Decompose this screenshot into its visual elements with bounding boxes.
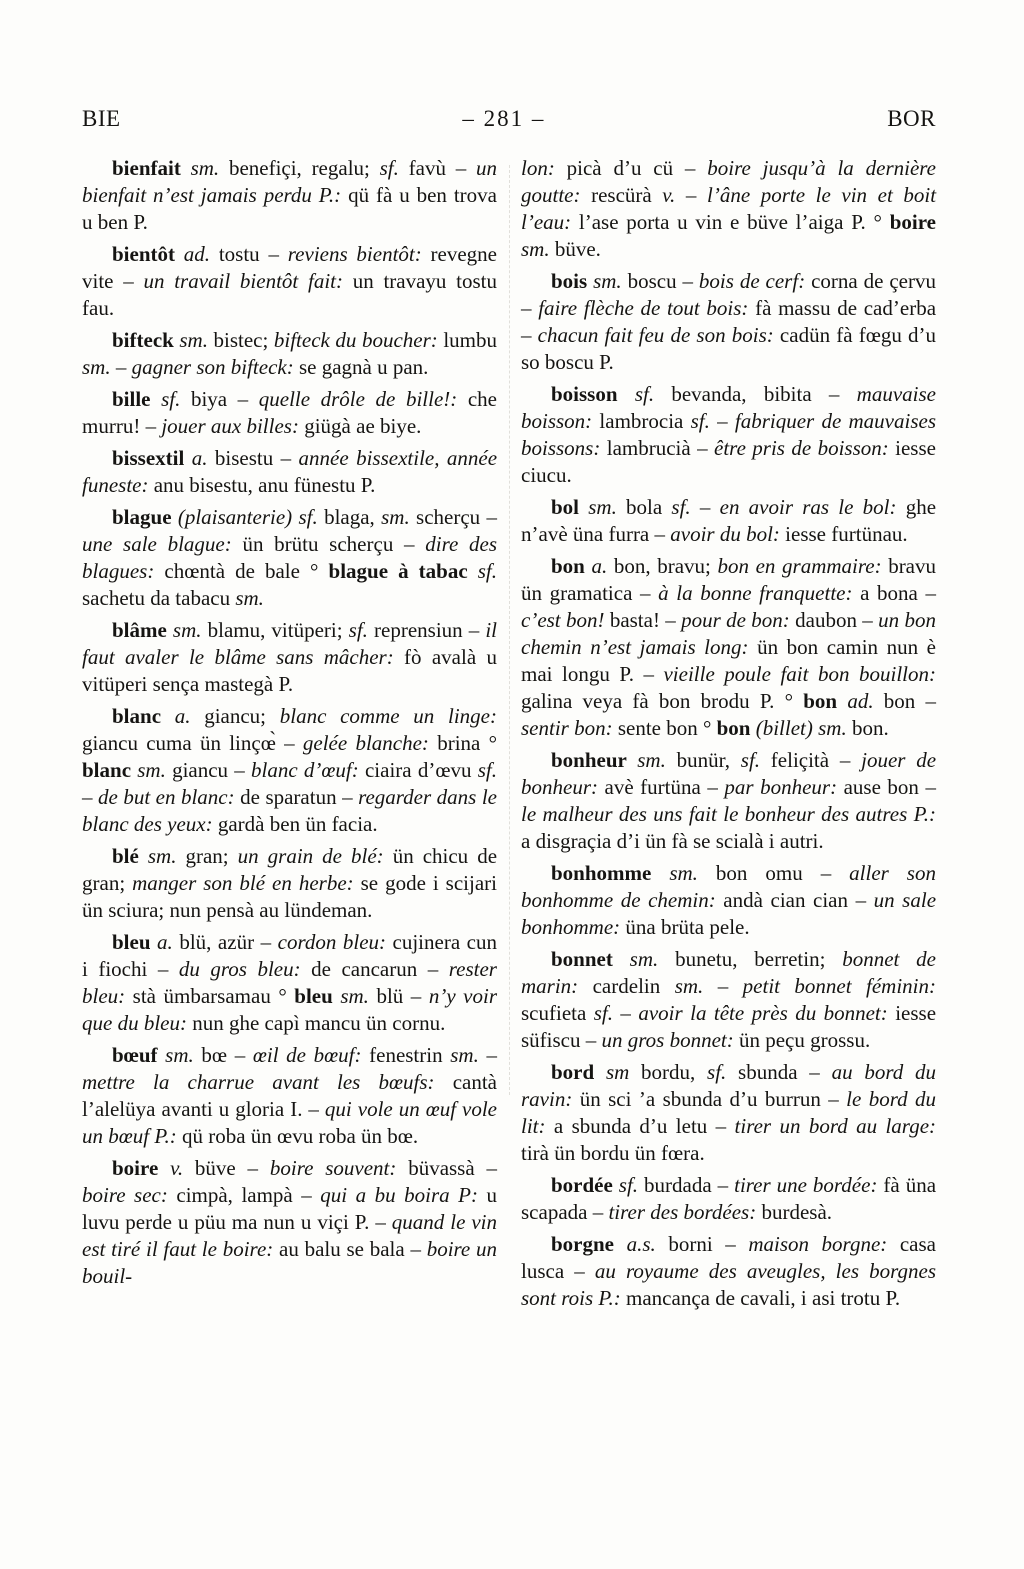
italic-phrase: sm. bbox=[674, 974, 718, 998]
headword: bol bbox=[551, 495, 589, 519]
translation-text: ün chicu de gran; bbox=[82, 844, 498, 895]
translation-text: anu bisestu, anu fünestu P. bbox=[153, 473, 376, 497]
translation-text: ciaira d’œvu bbox=[364, 758, 478, 782]
translation-text: a disgraçia d’i ün fà se scialà i autri. bbox=[521, 829, 824, 853]
italic-phrase: gelée blanche: bbox=[302, 731, 438, 755]
italic-phrase: bifteck du boucher: bbox=[273, 328, 444, 352]
italic-phrase: aller son bonhomme de chemin: bbox=[521, 861, 936, 912]
headword: blâme bbox=[112, 618, 173, 642]
headword: blanc bbox=[112, 704, 175, 728]
italic-phrase: sm. bbox=[340, 984, 377, 1008]
translation-text: revegne vite – bbox=[82, 242, 498, 293]
translation-text: chœntà de bale ° bbox=[164, 559, 329, 583]
translation-text: boscu – bbox=[627, 269, 699, 293]
italic-phrase: v. bbox=[170, 1156, 195, 1180]
dictionary-entry bbox=[521, 155, 936, 263]
italic-phrase: petit bonnet féminin: bbox=[742, 974, 937, 998]
italic-phrase: sf. bbox=[690, 409, 718, 433]
translation-text: borni – bbox=[668, 1232, 749, 1256]
headword: blague bbox=[112, 505, 178, 529]
headword: bienfait bbox=[112, 156, 191, 180]
translation-text: fà üna scapada – bbox=[521, 1173, 937, 1224]
italic-phrase: sm. bbox=[637, 748, 677, 772]
headword: blague à tabac bbox=[328, 559, 478, 583]
italic-phrase: v. bbox=[662, 183, 686, 207]
translation-text: cardelin bbox=[592, 974, 675, 998]
translation-text: andà cian cian – bbox=[723, 888, 874, 912]
translation-text: – bbox=[685, 183, 707, 207]
translation-text: au balu se bala – bbox=[279, 1237, 427, 1261]
italic-phrase: tirer une bordée: bbox=[734, 1173, 884, 1197]
italic-phrase: un travail bientôt fait: bbox=[143, 269, 353, 293]
translation-text: bon, bravu; bbox=[613, 554, 718, 578]
italic-phrase: qui vole un œuf vole un bœuf P.: bbox=[82, 1097, 497, 1148]
translation-text: avè furtüna – bbox=[604, 775, 725, 799]
translation-text: lumbu bbox=[443, 328, 497, 352]
headword: bille bbox=[112, 387, 162, 411]
text-columns bbox=[82, 155, 936, 1317]
italic-phrase: sm. bbox=[450, 1043, 487, 1067]
translation-text: qü fà u ben trova u ben P. bbox=[82, 183, 497, 234]
italic-phrase: maison borgne: bbox=[748, 1232, 900, 1256]
italic-phrase: sm. bbox=[669, 861, 716, 885]
italic-phrase: le bord du lit: bbox=[521, 1087, 936, 1138]
dictionary-entry bbox=[82, 929, 497, 1037]
italic-phrase: boire jusqu’à la dernière goutte: bbox=[521, 156, 936, 207]
translation-text: a bona – bbox=[860, 581, 936, 605]
italic-phrase: sm. bbox=[235, 586, 264, 610]
translation-text: sbunda – bbox=[738, 1060, 832, 1084]
translation-text: – bbox=[115, 355, 132, 379]
italic-phrase: qui a bu boira P: bbox=[320, 1183, 487, 1207]
italic-phrase: une sale blague: bbox=[82, 532, 243, 556]
translation-text: giancu; bbox=[204, 704, 280, 728]
translation-text: ün peçu grossu. bbox=[738, 1028, 871, 1052]
italic-phrase: boire sec: bbox=[82, 1183, 177, 1207]
page-number: – 281 – bbox=[462, 106, 546, 131]
translation-text: bevanda, bibita – bbox=[671, 382, 857, 406]
translation-text: fenestrin bbox=[369, 1043, 451, 1067]
translation-text: qü roba ün œvu roba ün bœ. bbox=[181, 1124, 419, 1148]
headword: bissextil bbox=[112, 446, 192, 470]
dictionary-entry bbox=[521, 494, 936, 548]
italic-phrase: du gros bleu: bbox=[178, 957, 312, 981]
translation-text: blü, azür – bbox=[179, 930, 278, 954]
translation-text: giügà ae biye. bbox=[304, 414, 422, 438]
italic-phrase: n’y voir que du bleu: bbox=[82, 984, 497, 1035]
italic-phrase: quelle drôle de bille!: bbox=[258, 387, 468, 411]
translation-text: casa lusca – bbox=[521, 1232, 936, 1283]
italic-phrase: sf. bbox=[161, 387, 191, 411]
translation-text: se gagnà u pan. bbox=[298, 355, 429, 379]
headword: borgne bbox=[551, 1232, 627, 1256]
translation-text: benefiçi, regalu; bbox=[228, 156, 380, 180]
italic-phrase: un bon chemin n’est jamais long: bbox=[521, 608, 936, 659]
translation-text: blamu, vitüperi; bbox=[207, 618, 349, 642]
italic-phrase: lon: bbox=[521, 156, 567, 180]
headword: bon bbox=[716, 716, 756, 740]
italic-phrase: a. bbox=[157, 930, 180, 954]
translation-text: basta! – bbox=[609, 608, 682, 632]
italic-phrase: a. bbox=[191, 446, 215, 470]
italic-phrase: au royaume des aveugles, les borgnes sont rois P.: bbox=[521, 1259, 936, 1310]
translation-text: che murru! – bbox=[82, 387, 497, 438]
dictionary-entry bbox=[521, 381, 936, 489]
translation-text: blü – bbox=[376, 984, 429, 1008]
italic-phrase: bois de cerf: bbox=[698, 269, 812, 293]
headword: bon bbox=[551, 554, 592, 578]
translation-text: feliçità – bbox=[770, 748, 862, 772]
italic-phrase: sf. bbox=[348, 618, 375, 642]
italic-phrase: sm. bbox=[165, 1043, 202, 1067]
italic-phrase: tirer un bord au large: bbox=[734, 1114, 937, 1138]
dictionary-entry bbox=[521, 946, 936, 1054]
italic-phrase: sf. bbox=[379, 156, 409, 180]
italic-phrase: pour de bon: bbox=[681, 608, 796, 632]
italic-phrase: sm. bbox=[179, 328, 214, 352]
italic-phrase: le malheur des uns fait le bonheur des autres P.: bbox=[521, 802, 936, 826]
headword: bois bbox=[551, 269, 594, 293]
italic-phrase: ad. bbox=[183, 242, 219, 266]
italic-phrase: sm. bbox=[82, 355, 116, 379]
translation-text: – bbox=[699, 495, 720, 519]
translation-text: galina veya fà bon brodu P. ° bbox=[521, 689, 804, 713]
translation-text: se gode i scijari ün sciura; nun pensà au lündeman. bbox=[82, 871, 497, 922]
translation-text: gardà ben ün facia. bbox=[217, 812, 378, 836]
italic-phrase: sm. bbox=[593, 269, 628, 293]
translation-text: bola bbox=[626, 495, 672, 519]
dictionary-entry bbox=[521, 1231, 936, 1312]
italic-phrase: année bissextile, année funeste: bbox=[82, 446, 498, 497]
dictionary-entry bbox=[82, 617, 497, 698]
translation-text: a sbunda d’u letu – bbox=[553, 1114, 735, 1138]
translation-text: – bbox=[486, 1043, 497, 1067]
dictionary-entry bbox=[521, 1059, 936, 1167]
italic-phrase: a.s. bbox=[626, 1232, 669, 1256]
italic-phrase: boire un bouil- bbox=[82, 1237, 497, 1288]
translation-text: ghe n’avè üna furra – bbox=[521, 495, 937, 546]
headword: bifteck bbox=[112, 328, 180, 352]
italic-phrase: œil de bœuf: bbox=[252, 1043, 370, 1067]
translation-text: iesse furtünau. bbox=[785, 522, 908, 546]
italic-phrase: reviens bientôt: bbox=[287, 242, 431, 266]
dictionary-entry bbox=[82, 386, 497, 440]
italic-phrase: à la bonne franquette: bbox=[658, 581, 861, 605]
dictionary-entry bbox=[82, 1155, 497, 1290]
headword: bleu bbox=[294, 984, 341, 1008]
italic-phrase: avoir la tête près du bonnet: bbox=[638, 1001, 896, 1025]
translation-text: – bbox=[82, 785, 98, 809]
translation-text: giancu – bbox=[172, 758, 252, 782]
italic-phrase: un sale bonhomme: bbox=[521, 888, 937, 939]
italic-phrase: par bonheur: bbox=[724, 775, 844, 799]
translation-text: ün brütu scherçu – bbox=[242, 532, 426, 556]
translation-text: iesse ciucu. bbox=[521, 436, 936, 487]
translation-text: ause bon – bbox=[843, 775, 936, 799]
translation-text: de cancarun – bbox=[311, 957, 449, 981]
headword: boisson bbox=[551, 382, 635, 406]
translation-text: u luvu perde u püu ma nun u viçi P. – bbox=[82, 1183, 497, 1234]
italic-phrase: sf. bbox=[671, 495, 700, 519]
italic-phrase: sf. bbox=[593, 1001, 621, 1025]
translation-text: bon omu – bbox=[715, 861, 850, 885]
italic-phrase: sf. bbox=[618, 1173, 645, 1197]
italic-phrase: (plaisanterie) sf. bbox=[177, 505, 325, 529]
headword: boire bbox=[112, 1156, 171, 1180]
headword: blanc bbox=[82, 758, 138, 782]
translation-text: nun ghe capì mancu ün cornu. bbox=[192, 1011, 446, 1035]
italic-phrase: sf. bbox=[740, 748, 771, 772]
italic-phrase: avoir du bol: bbox=[670, 522, 786, 546]
headword: bonheur bbox=[551, 748, 638, 772]
italic-phrase: sm. bbox=[521, 237, 555, 261]
translation-text: mancança de cavali, i asi trotu P. bbox=[626, 1286, 901, 1310]
italic-phrase: un bienfait n’est jamais perdu P.: bbox=[82, 156, 497, 207]
translation-text: tirà ün bordu ün fœra. bbox=[521, 1141, 705, 1165]
italic-phrase: chacun fait feu de son bois: bbox=[537, 323, 780, 347]
translation-text: stà ümbarsamau ° bbox=[132, 984, 295, 1008]
translation-text: – bbox=[717, 974, 743, 998]
italic-phrase: sm. bbox=[147, 844, 186, 868]
translation-text: biya – bbox=[190, 387, 259, 411]
translation-text: daubon – bbox=[795, 608, 879, 632]
translation-text: corna de çervu – bbox=[521, 269, 936, 320]
dictionary-entry bbox=[82, 843, 497, 924]
headword: bonnet bbox=[551, 947, 630, 971]
headword: bleu bbox=[112, 930, 158, 954]
translation-text: reprensiun – bbox=[374, 618, 486, 642]
italic-phrase: un gros bonnet: bbox=[601, 1028, 739, 1052]
translation-text: un travayu tostu fau. bbox=[82, 269, 497, 320]
italic-phrase: jouer de bonheur: bbox=[521, 748, 937, 799]
dictionary-entry bbox=[82, 241, 497, 322]
italic-phrase: sf. bbox=[477, 559, 497, 583]
italic-phrase: a. bbox=[174, 704, 205, 728]
italic-phrase: manger son blé en herbe: bbox=[132, 871, 361, 895]
translation-text: favù – bbox=[408, 156, 476, 180]
italic-phrase: faire flèche de tout bois: bbox=[538, 296, 756, 320]
translation-text: bœ – bbox=[201, 1043, 253, 1067]
translation-text: sachetu da tabacu bbox=[82, 586, 236, 610]
headword: bœuf bbox=[112, 1043, 166, 1067]
translation-text: cantà l’alelüya avanti u gloria I. – bbox=[82, 1070, 497, 1121]
translation-text: bunür, bbox=[676, 748, 741, 772]
italic-phrase: ad. bbox=[847, 689, 884, 713]
translation-text: – bbox=[717, 409, 735, 433]
italic-phrase: fabriquer de mauvaises boissons: bbox=[521, 409, 936, 460]
translation-text: brina ° bbox=[437, 731, 498, 755]
translation-text: ün bon camin nun è mai longu P. – bbox=[521, 635, 936, 686]
translation-text: picà d’u cü – bbox=[566, 156, 708, 180]
italic-phrase: cordon bleu: bbox=[277, 930, 393, 954]
translation-text: fà massu de cad’erba – bbox=[521, 296, 937, 347]
translation-text: scherçu – bbox=[416, 505, 497, 529]
dictionary-entry bbox=[82, 327, 497, 381]
italic-phrase: gagner son bifteck: bbox=[131, 355, 299, 379]
translation-text: sente bon ° bbox=[617, 716, 717, 740]
headword: bientôt bbox=[112, 242, 184, 266]
right-column bbox=[521, 155, 936, 1317]
translation-text: üna brüta pele. bbox=[625, 915, 750, 939]
italic-phrase: sf. bbox=[477, 758, 497, 782]
translation-text: lambrucià – bbox=[606, 436, 715, 460]
italic-phrase: jouer aux billes: bbox=[161, 414, 305, 438]
italic-phrase: un grain de blé: bbox=[237, 844, 393, 868]
translation-text: fò avalà u vitüperi sença mastegà P. bbox=[82, 645, 497, 696]
dictionary-entry bbox=[82, 504, 497, 612]
translation-text: bunetu, berretin; bbox=[675, 947, 843, 971]
italic-phrase: sm. bbox=[190, 156, 229, 180]
italic-phrase: il faut avaler le blâme sans mâcher: bbox=[82, 618, 497, 669]
headword: bon bbox=[803, 689, 848, 713]
left-column bbox=[82, 155, 497, 1317]
translation-text: bordu, bbox=[641, 1060, 708, 1084]
headword: bord bbox=[551, 1060, 606, 1084]
translation-text: büve. bbox=[554, 237, 601, 261]
translation-text: bon – bbox=[883, 689, 937, 713]
italic-phrase: sentir bon: bbox=[521, 716, 618, 740]
headword: boire bbox=[889, 210, 936, 234]
dictionary-entry bbox=[521, 553, 936, 742]
translation-text: blaga, bbox=[324, 505, 382, 529]
header-left-guideword: BIE bbox=[82, 106, 121, 131]
italic-phrase: (billet) sm. bbox=[755, 716, 852, 740]
dictionary-entry bbox=[82, 703, 497, 838]
translation-text: tostu – bbox=[218, 242, 288, 266]
italic-phrase: quand le vin est tiré il faut le boire: bbox=[82, 1210, 498, 1261]
dictionary-entry bbox=[521, 747, 936, 855]
translation-text: büvassà – bbox=[408, 1156, 497, 1180]
translation-text: cimpà, lampà – bbox=[176, 1183, 321, 1207]
translation-text: cujinera cun i fiochi – bbox=[82, 930, 497, 981]
translation-text: lambrocia bbox=[599, 409, 691, 433]
italic-phrase: a. bbox=[591, 554, 614, 578]
italic-phrase: sf. bbox=[707, 1060, 739, 1084]
page-header bbox=[82, 106, 936, 132]
translation-text: l’ase porta u vin e büve l’aiga P. ° bbox=[578, 210, 890, 234]
italic-phrase: sm. bbox=[381, 505, 417, 529]
italic-phrase: l’âne porte le vin et boit l’eau: bbox=[521, 183, 937, 234]
italic-phrase: bon en grammaire: bbox=[717, 554, 889, 578]
dictionary-entry bbox=[82, 1042, 497, 1150]
italic-phrase: mauvaise boisson: bbox=[521, 382, 936, 433]
dictionary-entry bbox=[82, 155, 497, 236]
italic-phrase: c’est bon! bbox=[521, 608, 610, 632]
italic-phrase: de but en blanc: bbox=[98, 785, 241, 809]
italic-phrase: blanc comme un linge: bbox=[279, 704, 497, 728]
italic-phrase: tirer des bordées: bbox=[608, 1200, 762, 1224]
dictionary-entry bbox=[521, 860, 936, 941]
italic-phrase: boire souvent: bbox=[269, 1156, 409, 1180]
translation-text: iesse süfiscu – bbox=[521, 1001, 937, 1052]
translation-text: cadün fà fœgu d’u so boscu P. bbox=[521, 323, 937, 374]
translation-text: rescürà bbox=[591, 183, 663, 207]
italic-phrase: sm. bbox=[629, 947, 676, 971]
italic-phrase: mettre la charrue avant les bœufs: bbox=[82, 1070, 453, 1094]
dictionary-entry bbox=[521, 268, 936, 376]
headword: bonhomme bbox=[551, 861, 670, 885]
translation-text: gran; bbox=[185, 844, 238, 868]
translation-text: de sparatun – bbox=[240, 785, 359, 809]
translation-text: – bbox=[620, 1001, 639, 1025]
translation-text: bravu ün gramatica – bbox=[521, 554, 937, 605]
italic-phrase: sm. bbox=[137, 758, 173, 782]
italic-phrase: blanc d’œuf: bbox=[251, 758, 365, 782]
italic-phrase: sm. bbox=[588, 495, 627, 519]
italic-phrase: vieille poule fait bon bouillon: bbox=[663, 662, 936, 686]
italic-phrase: sm. bbox=[172, 618, 208, 642]
translation-text: burdesà. bbox=[761, 1200, 833, 1224]
translation-text: burdada – bbox=[644, 1173, 735, 1197]
headword: bordée bbox=[551, 1173, 619, 1197]
italic-phrase: rester bleu: bbox=[82, 957, 497, 1008]
italic-phrase: au bord du ravin: bbox=[521, 1060, 936, 1111]
translation-text: scufieta bbox=[521, 1001, 594, 1025]
header-right-guideword: BOR bbox=[887, 106, 936, 131]
italic-phrase: bonnet de marin: bbox=[521, 947, 936, 998]
italic-phrase: sm bbox=[605, 1060, 642, 1084]
translation-text: büve – bbox=[194, 1156, 270, 1180]
italic-phrase: sf. bbox=[634, 382, 672, 406]
headword: blé bbox=[112, 844, 148, 868]
translation-text: bisestu – bbox=[214, 446, 299, 470]
dictionary-entry bbox=[82, 445, 497, 499]
italic-phrase: être pris de boisson: bbox=[714, 436, 896, 460]
translation-text: giancu cuma ün linçœ̀ – bbox=[82, 731, 303, 755]
italic-phrase: dire des blagues: bbox=[82, 532, 498, 583]
dictionary-entry bbox=[521, 1172, 936, 1226]
translation-text: bistec; bbox=[213, 328, 274, 352]
italic-phrase: regarder dans le blanc des yeux: bbox=[82, 785, 497, 836]
translation-text: ün sci ’a sbunda d’u burrun – bbox=[579, 1087, 847, 1111]
column-divider bbox=[509, 165, 510, 1095]
italic-phrase: en avoir ras le bol: bbox=[719, 495, 906, 519]
translation-text: bon. bbox=[851, 716, 889, 740]
